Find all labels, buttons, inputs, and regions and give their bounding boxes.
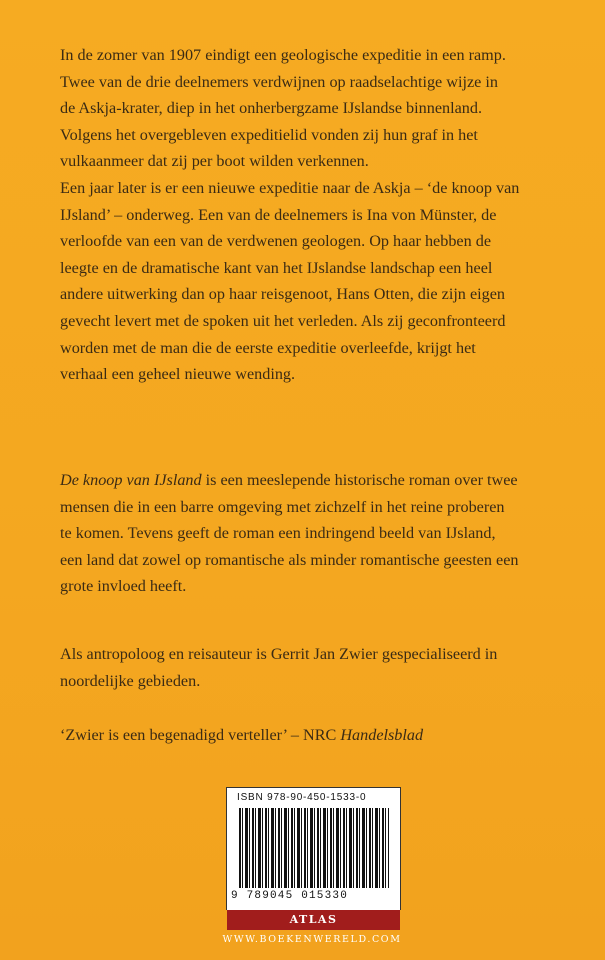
blurb-line: verhaal een geheel nieuwe wending. [60,365,296,384]
blurb-line: een land dat zowel op romantische als minder romantische geesten een [60,550,519,569]
blurb-paragraph-review [60,467,585,600]
blurb-line: In de zomer van 1907 eindigt een geologische expeditie in een ramp. [60,46,506,64]
blurb-paragraph-synopsis [60,42,585,388]
blurb-line: te komen. Tevens geeft de roman een indringend beeld van IJsland, [60,524,496,543]
blurb-line: IJsland’ – onderweg. Een van de deelnemers is Ina von Münster, de [60,205,497,224]
publisher-website: WWW.BOEKENWERELD.COM [222,934,402,945]
blurb-line: andere uitwerking dan op haar reisgenoot, Hans Otten, die zijn eigen [60,285,506,304]
isbn-label: ISBN 978-90-450-1533-0 [237,792,367,803]
blurb-line: leegte en de dramatische kant van het IJslandse landschap een heel [60,258,493,277]
blurb-line: de Askja-krater, diep in het onherbergzame IJslandse binnenland. [60,99,483,118]
barcode-bars [239,808,389,888]
blurb-line: grote invloed heeft. [60,577,187,596]
blurb-line: worden met de man die de eerste expeditie overleefde, krijgt het [60,338,476,357]
isbn-barcode [226,787,401,910]
blurb-line: is een meeslepende historische roman over twee [201,471,518,489]
blurb-line: gevecht levert met de spoken uit het verleden. Als zij geconfronteerd [60,311,506,330]
barcode-digits: 9 789045 015330 [231,890,349,902]
blurb-line: Twee van de drie deelnemers verdwijnen op raadselachtige wijze in [60,72,498,91]
blurb-line: Een jaar later is er een nieuwe expeditie naar de Askja – ‘de knoop van [60,178,520,197]
quote-source: Handelsblad [340,726,424,744]
press-quote [60,722,585,749]
blurb-line: mensen die in een barre omgeving met zichzelf in het reine proberen [60,497,505,516]
blurb-line: vulkaanmeer dat zij per boot wilden verkennen. [60,152,369,171]
publisher-logo: ATLAS [227,908,400,930]
blurb-line: Als antropoloog en reisauteur is Gerrit Jan Zwier gespecialiseerd in [60,645,498,663]
blurb-paragraph-author [60,641,585,694]
blurb-line: Volgens het overgebleven expeditielid vonden zij hun graf in het [60,125,478,144]
quote-text: ‘Zwier is een begenadigd verteller’ – NRC [60,726,341,744]
book-title-italic: De knoop van IJsland [60,471,202,489]
blurb-line: noordelijke gebieden. [60,671,201,690]
blurb-line: verloofde van een van de verdwenen geologen. Op haar hebben de [60,232,492,251]
